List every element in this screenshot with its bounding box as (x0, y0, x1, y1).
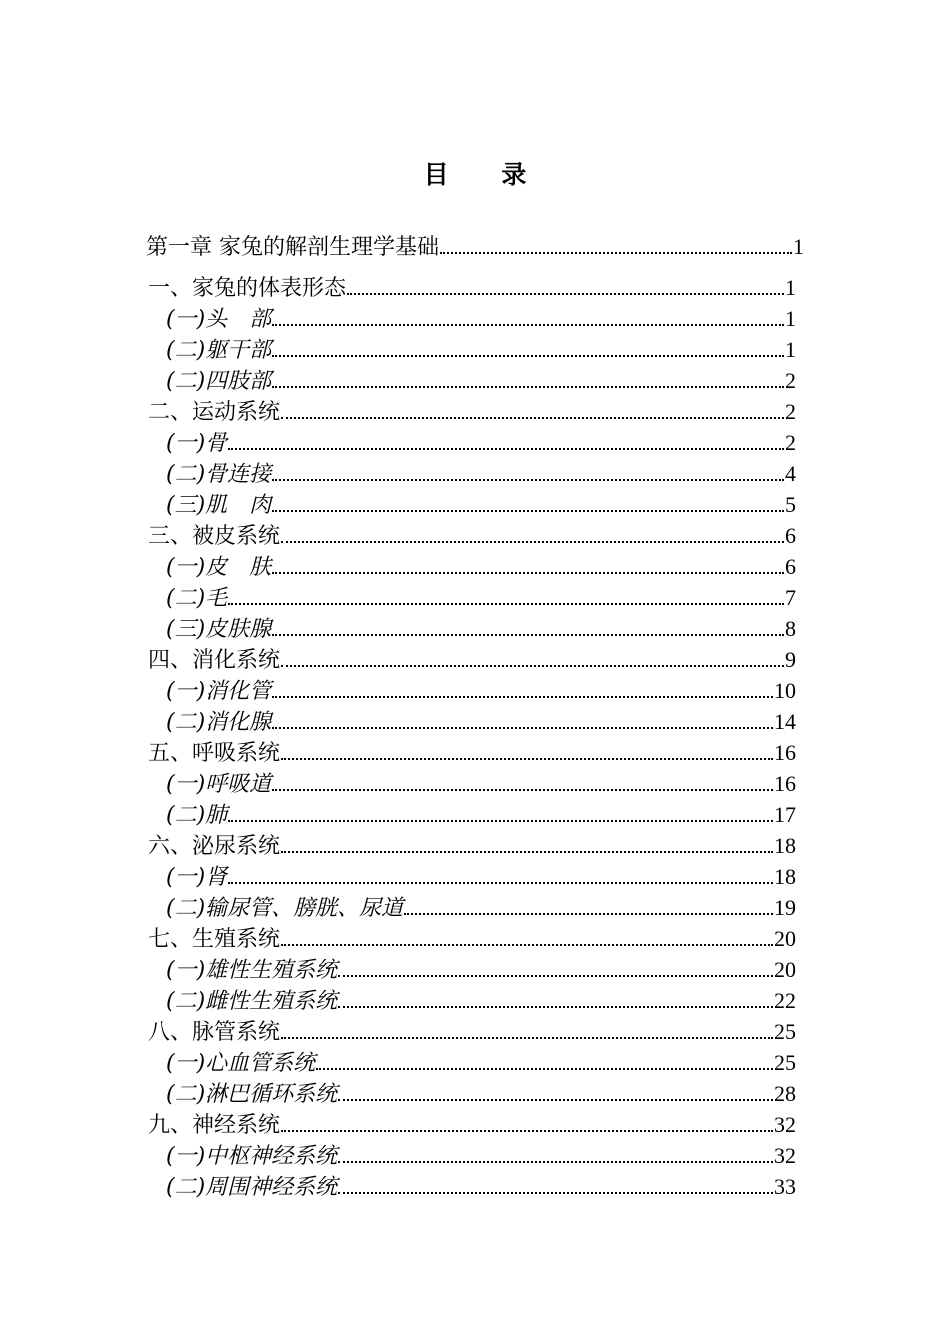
toc-dot-leader (338, 1098, 773, 1101)
toc-dot-leader (404, 912, 773, 915)
toc-dot-leader (281, 540, 784, 543)
toc-subsection-entry[interactable] (148, 706, 796, 737)
toc-section-entry[interactable] (148, 644, 796, 675)
toc-section-entry[interactable] (148, 923, 796, 954)
toc-dot-leader (281, 943, 773, 946)
toc-page-number: 4 (785, 461, 796, 486)
toc-page-number: 16 (774, 740, 796, 765)
toc-page-number: 14 (774, 709, 796, 734)
toc-page-number: 17 (774, 802, 796, 827)
toc-dot-leader (440, 251, 792, 254)
toc-page-number: 16 (774, 771, 796, 796)
toc-entry-label: 第一章 家兔的解剖生理学基础 (146, 235, 439, 260)
toc-page-number: 32 (774, 1112, 796, 1137)
toc-dot-leader (272, 385, 784, 388)
toc-title: 目 录 (423, 160, 549, 189)
toc-page-number: 22 (774, 988, 796, 1013)
toc-page-number: 2 (785, 430, 796, 455)
toc-subsection-entry[interactable] (148, 551, 796, 582)
toc-entry-label: (二)躯干部 (166, 338, 272, 363)
toc-subsection-entry[interactable] (148, 768, 796, 799)
toc-page-number: 19 (774, 895, 796, 920)
toc-page-number: 10 (774, 678, 796, 703)
toc-subsection-entry[interactable] (148, 1047, 796, 1078)
toc-dot-leader (281, 1036, 773, 1039)
toc-dot-leader (228, 881, 773, 884)
toc-entry-label: (二)消化腺 (166, 710, 272, 735)
toc-subsection-entry[interactable] (148, 613, 796, 644)
toc-list (146, 228, 804, 1202)
toc-page-number: 6 (785, 554, 796, 579)
toc-page-number: 33 (774, 1174, 796, 1199)
toc-page-number: 18 (774, 864, 796, 889)
toc-entry-label: (二)毛 (166, 586, 228, 611)
toc-dot-leader (272, 788, 773, 791)
toc-dot-leader (338, 1005, 773, 1008)
toc-section-entry[interactable] (148, 1016, 796, 1047)
toc-page-number: 25 (774, 1019, 796, 1044)
toc-dot-leader (338, 1191, 773, 1194)
toc-dot-leader (228, 819, 773, 822)
toc-entry-label: (一)骨 (166, 431, 228, 456)
toc-subsection-entry[interactable] (148, 954, 796, 985)
toc-chapter-entry[interactable] (146, 228, 804, 272)
toc-dot-leader (281, 757, 773, 760)
toc-subsection-entry[interactable] (148, 582, 796, 613)
toc-dot-leader (281, 664, 784, 667)
toc-section-entry[interactable] (148, 396, 796, 427)
toc-entry-label: (二)四肢部 (166, 369, 272, 394)
toc-subsection-entry[interactable] (148, 458, 796, 489)
toc-dot-leader (272, 695, 773, 698)
toc-page-number: 2 (785, 399, 796, 424)
toc-subsection-entry[interactable] (148, 1140, 796, 1171)
toc-subsection-entry[interactable] (148, 489, 796, 520)
toc-page-number: 7 (785, 585, 796, 610)
toc-page-number: 9 (785, 647, 796, 672)
toc-section-entry[interactable] (148, 520, 796, 551)
toc-entry-label: (一)心血管系统 (166, 1051, 316, 1076)
toc-subsection-entry[interactable] (148, 892, 796, 923)
toc-dot-leader (338, 974, 773, 977)
toc-entry-label: 九、神经系统 (148, 1113, 281, 1138)
toc-entry-label: (一)中枢神经系统 (166, 1144, 338, 1169)
toc-entry-label: (一)雄性生殖系统 (166, 958, 338, 983)
toc-entry-label: 八、脉管系统 (148, 1020, 281, 1045)
toc-entry-label: (二)淋巴循环系统 (166, 1082, 338, 1107)
toc-page-number: 1 (785, 337, 796, 362)
toc-dot-leader (281, 416, 784, 419)
toc-entry-label: (一)消化管 (166, 679, 272, 704)
toc-dot-leader (338, 1160, 773, 1163)
toc-subsection-entry[interactable] (148, 675, 796, 706)
toc-subsection-entry[interactable] (148, 861, 796, 892)
toc-dot-leader (347, 292, 784, 295)
toc-subsection-entry[interactable] (148, 334, 796, 365)
toc-entry-label: (一)皮 肤 (166, 555, 272, 580)
toc-subsection-entry[interactable] (148, 427, 796, 458)
toc-dot-leader (228, 602, 784, 605)
toc-page-number: 1 (793, 234, 804, 259)
toc-entry-label: (三)皮肤腺 (166, 617, 272, 642)
toc-entry-label: 一、家兔的体表形态 (148, 276, 347, 301)
toc-dot-leader (272, 509, 784, 512)
toc-dot-leader (272, 478, 784, 481)
toc-entry-label: 二、运动系统 (148, 400, 281, 425)
toc-section-entry[interactable] (148, 272, 796, 303)
toc-subsection-entry[interactable] (148, 303, 796, 334)
toc-dot-leader (272, 726, 773, 729)
toc-entry-label: (一)头 部 (166, 307, 272, 332)
toc-page-number: 20 (774, 957, 796, 982)
toc-dot-leader (281, 1129, 773, 1132)
toc-page-number: 32 (774, 1143, 796, 1168)
toc-entry-label: 七、生殖系统 (148, 927, 281, 952)
toc-entry-label: (二)肺 (166, 803, 228, 828)
toc-entry-label: 三、被皮系统 (148, 524, 281, 549)
toc-entry-label: (三)肌 肉 (166, 493, 272, 518)
toc-page-number: 6 (785, 523, 796, 548)
toc-entry-label: (二)骨连接 (166, 462, 272, 487)
toc-entry-label: 四、消化系统 (148, 648, 281, 673)
toc-dot-leader (272, 354, 784, 357)
toc-section-entry[interactable] (148, 830, 796, 861)
toc-page-number: 28 (774, 1081, 796, 1106)
toc-subsection-entry[interactable] (148, 799, 796, 830)
toc-dot-leader (228, 447, 784, 450)
toc-dot-leader (272, 571, 784, 574)
toc-entry-label: (二)输尿管、膀胱、尿道 (166, 896, 404, 921)
toc-page-number: 20 (774, 926, 796, 951)
toc-dot-leader (272, 633, 784, 636)
toc-section-entry[interactable] (148, 1109, 796, 1140)
toc-subsection-entry[interactable] (148, 1171, 796, 1202)
toc-section-entry[interactable] (148, 737, 796, 768)
toc-dot-leader (316, 1067, 773, 1070)
toc-entry-label: (二)周围神经系统 (166, 1175, 338, 1200)
toc-entry-label: (二)雌性生殖系统 (166, 989, 338, 1014)
toc-page-number: 1 (785, 306, 796, 331)
toc-subsection-entry[interactable] (148, 985, 796, 1016)
toc-page-number: 25 (774, 1050, 796, 1075)
toc-dot-leader (281, 850, 773, 853)
toc-page-number: 5 (785, 492, 796, 517)
toc-page-number: 18 (774, 833, 796, 858)
toc-page-number: 1 (785, 275, 796, 300)
toc-subsection-entry[interactable] (148, 1078, 796, 1109)
toc-dot-leader (272, 323, 784, 326)
toc-page-number: 2 (785, 368, 796, 393)
toc-subsection-entry[interactable] (148, 365, 796, 396)
toc-page-number: 8 (785, 616, 796, 641)
toc-entry-label: 五、呼吸系统 (148, 741, 281, 766)
toc-entry-label: (一)肾 (166, 865, 228, 890)
toc-entry-label: 六、泌尿系统 (148, 834, 281, 859)
toc-entry-label: (一)呼吸道 (166, 772, 272, 797)
